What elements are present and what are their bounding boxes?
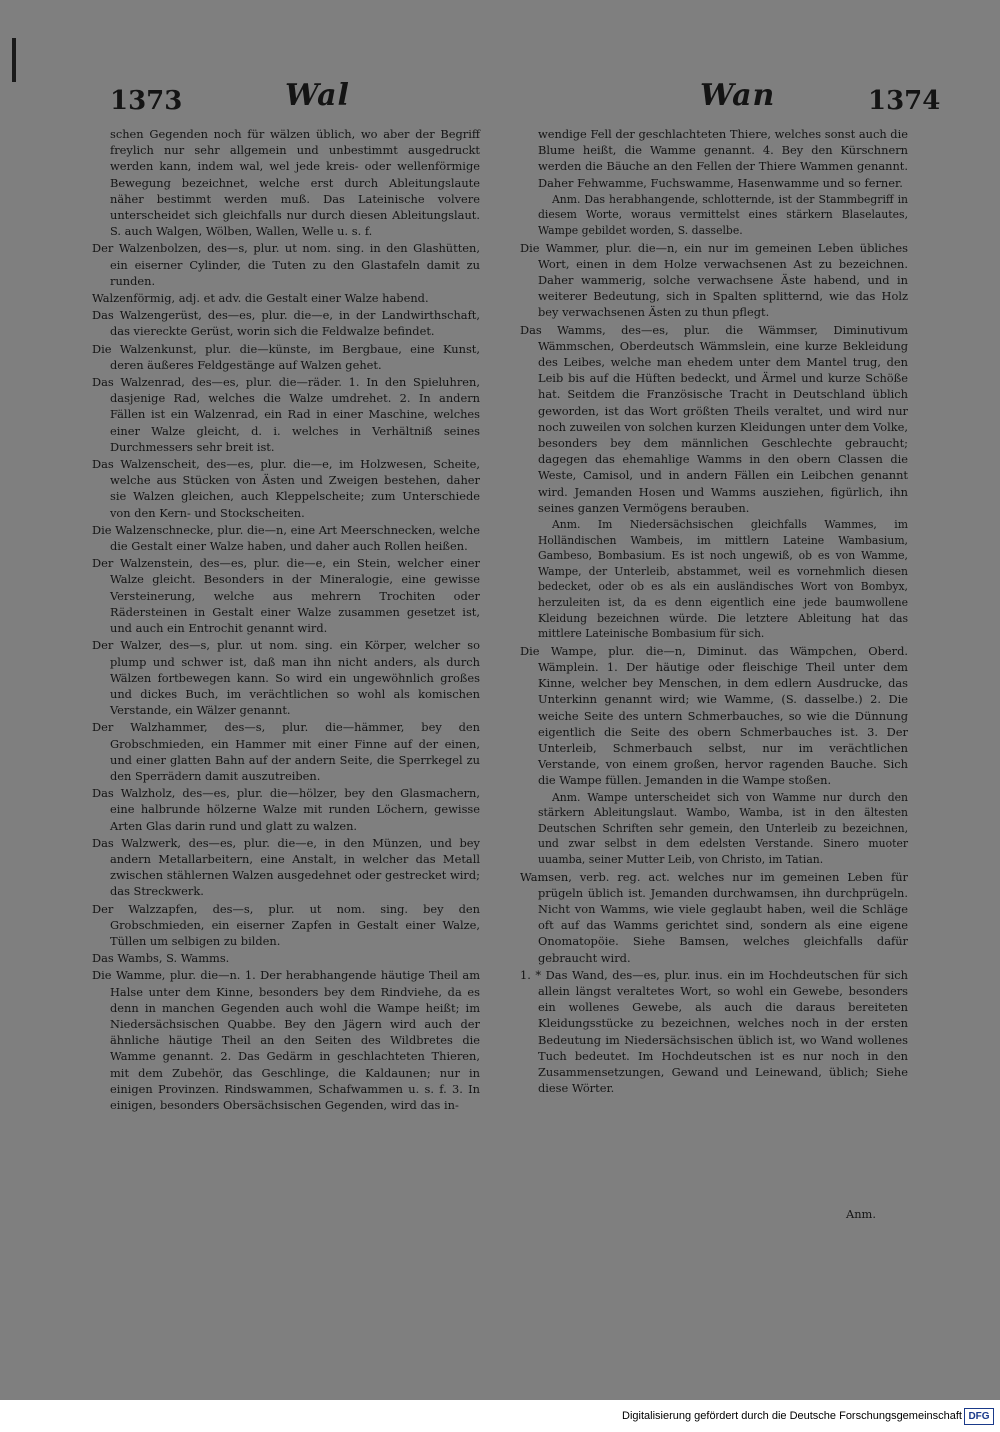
dictionary-entry: wendige Fell der geschlachteten Thiere, welches sonst auch die Blume heißt, die Wamme genannt. 4. Bey den Kürschnern werden die Bäuche an den Fellen der Thiere Wammen genannt. Daher Fehwamme, Fuchswamme, Hasenwamme und so ferner. <box>538 127 908 190</box>
dictionary-entry: Die Walzenkunst, plur. die—künste, im Bergbaue, eine Kunst, deren äußeres Feldgestänge auf Walzen gehet. <box>92 341 480 372</box>
dictionary-entry: Der Walzenstein, des—es, plur. die—e, ein Stein, welcher einer Walze gleicht. Besonders in der Mineralogie, eine gewisse Versteinerung, welche aus mehrern Trochiten oder Rädersteinen in Gestalt einer Walze zusammen gesetzet ist, und auch ein Entrochit genannt wird. <box>92 556 480 636</box>
right-column <box>520 126 908 1097</box>
dictionary-entry: Das Walzengerüst, des—es, plur. die—e, in der Landwirthschaft, das viereckte Gerüst, worin sich die Feldwalze befindet. <box>92 308 480 339</box>
dictionary-entry: Der Walzer, des—s, plur. ut nom. sing. ein Körper, welcher so plump und schwer ist, daß man ihn nicht anders, als durch Wälzen fortbewegen kann. So wird ein ungewöhnlich großes und dickes Buch, im verächtlichen so wohl als komischen Verstande, ein Wälzer genannt. <box>92 638 480 718</box>
annotation-note: Anm. Wampe unterscheidet sich von Wamme nur durch den stärkern Ableitungslaut. Wambo, Wamba, ist in den ältesten Deutschen Schriften sehr gemein, den Unterleib zu bezeichnen, und zwar selbst in dem edelsten Verstande. Sinero muoter uuamba, seiner Mutter Leib, von Christo, im Tatian. <box>538 790 908 866</box>
dictionary-entry: 1. * Das Wand, des—es, plur. inus. ein im Hochdeutschen für sich allein längst veraltetes Wort, so wohl ein Gewebe, besonders ein wollenes Gewebe, als auch die daraus bereiteten Kleidungsstücke zu bezeichnen, welches noch in der ersten Bedeutung im Niedersächsischen üblich ist, wo Wand wollenes Tuch bedeutet. Im Hochdeutschen ist es nur noch in den Zusammensetzungen, Gewand und Leinewand, üblich; Siehe diese Wörter. <box>520 967 908 1096</box>
running-head-left: Wal <box>285 78 350 113</box>
dictionary-entry: Die Wampe, plur. die—n, Diminut. das Wämpchen, Oberd. Wämplein. 1. Der häutige oder fleischige Theil unter dem Kinne, welcher bey Menschen, in dem edlern Ausdrucke, das Unterkinn genannt wird; wie Wamme, (S. dasselbe.) 2. Die weiche Seite des untern Schmerbauches, so wie die Dünnung eigentlich die Seite des obern Schmerbauches ist. 3. Der Unterleib, Schmerbauch selbst, nur im verächtlichen Verstande, von einem großen, hervor ragenden Bauche. Sich die Wampe füllen. Jemanden in die Wampe stoßen. <box>520 643 908 788</box>
annotation-note: Anm. Im Niedersächsischen gleichfalls Wammes, im Holländischen Wambeis, im mittlern Lateine Wambasium, Gambeso, Bombasium. Es ist noch ungewiß, ob es von Wamme, Wampe, der Unterleib, abstammet, weil es vornehmlich diesen bedecket, oder ob es als ein ausländisches Wort von Bombyx, herzuleiten ist, da es denn eigentlich eine jede baumwollene Kleidung bezeichnen würde. Die letztere Ableitung hat das mittlere Lateinische Bombasium für sich. <box>538 518 908 641</box>
dictionary-entry: Die Walzenschnecke, plur. die—n, eine Art Meerschnecken, welche die Gestalt einer Walze haben, und daher auch Rollen heißen. <box>92 522 480 554</box>
dictionary-entry: Wamsen, verb. reg. act. welches nur im gemeinen Leben für prügeln üblich ist. Jemanden durchwamsen, ihn durchprügeln. Nicht von Wamms, wie viele geglaubt haben, weil die Schläge oft auf das Wamms gerichtet sind, sondern als eine eigene Onomatopöie. Siehe Bamsen, welches gleichfalls dafür gebraucht wird. <box>520 869 908 965</box>
annotation-note: Anm. Das herabhangende, schlotternde, ist der Stammbegriff in diesem Worte, woraus vermittelst eines stärkern Blaselautes, Wampe gebildet worden, S. dasselbe. <box>538 192 908 237</box>
dictionary-entry: Der Walzzapfen, des—s, plur. ut nom. sing. bey den Grobschmieden, ein eiserner Zapfen in Gestalt einer Walze, Tüllen um selbigen zu bilden. <box>92 901 480 948</box>
binding-edge-mark <box>12 38 16 82</box>
dictionary-entry: Das Walzwerk, des—es, plur. die—e, in den Münzen, und bey andern Metallarbeitern, eine Anstalt, in welcher das Metall zwischen stählernen Walzen ausgedehnet oder gestrecket wird; das Streckwerk. <box>92 835 480 899</box>
dictionary-entry: Die Wamme, plur. die—n. 1. Der herabhangende häutige Theil am Halse unter dem Kinne, besonders bey dem Rindviehe, da es denn in manchen Gegenden auch wohl die Wampe heißt; im Niedersächsischen Quabbe. Bey den Jägern wird auch der ähnliche häutige Theil an den Seiten des Wildbretes die Wamme genannt. 2. Das Gedärm in geschlachteten Thieren, mit dem Zubehör, das Geschlinge, die Kaldaunen; nur in einigen Provinzen. Rindswammen, Schafwammen u. s. f. 3. In einigen, besonders Obersächsischen Gegenden, wird das in- <box>92 968 480 1112</box>
dictionary-entry: Das Wamms, des—es, plur. die Wämmser, Diminutivum Wämmschen, Oberdeutsch Wämmslein, eine kurze Bekleidung des Leibes, welche man ehedem unter dem Mantel trug, den Leib bis auf die Hüften bedeckt, und Ärmel und kurze Schöße hat. Seitdem die Französische Tracht in Deutschland üblich geworden, ist das Wort größten Theils veraltet, und wird nur noch zuweilen von solchen kurzen Kleidungen unter dem Volke, besonders bey dem männlichen Geschlechte gebraucht; dagegen das ehemahlige Wamms in den obern Classen die Weste, Camisol, und in andern Fällen ein Leibchen genannt wird. Jemanden Hosen und Wamms ausziehen, figürlich, ihn seines ganzen Vermögens berauben. <box>520 322 908 515</box>
page-number-left: 1373 <box>110 86 183 116</box>
page-number-right: 1374 <box>868 86 941 116</box>
running-head-right: Wan <box>700 78 776 113</box>
dictionary-entry: Das Walzholz, des—es, plur. die—hölzer, bey den Glasmachern, eine halbrunde hölzerne Walze mit runden Löchern, gewisse Arten Glas darin rund und glatt zu walzen. <box>92 786 480 833</box>
left-column <box>92 126 480 1114</box>
footer-bar <box>0 1400 1000 1432</box>
funding-note: Digitalisierung gefördert durch die Deutsche Forschungsgemeinschaft <box>622 1410 962 1422</box>
dictionary-entry: Das Walzenscheit, des—es, plur. die—e, im Holzwesen, Scheite, welche aus Stücken von Ästen und Zweigen bestehen, daher sie Walzen gleichen, auch Kleppelscheite; zum Unterschiede von den Kern- und Stockscheiten. <box>92 457 480 520</box>
dictionary-entry: Die Wammer, plur. die—n, ein nur im gemeinen Leben übliches Wort, einen in dem Holze verwachsenen Ast zu bezeichnen. Daher wammerig, solche verwachsene Äste habend, und in weiterer Bedeutung, sich in Spalten splitternd, wie das Holz bey verwachsenen Ästen zu thun pflegt. <box>520 240 908 320</box>
catchword: Anm. <box>846 1207 876 1221</box>
dfg-logo-icon: DFG <box>964 1408 994 1425</box>
dictionary-entry: schen Gegenden noch für wälzen üblich, wo aber der Begriff freylich nur sehr allgemein und unbestimmt ausgedruckt werden kann, indem wal, wel jede kreis- oder wellenförmige Bewegung bezeichnet, welche erst durch Ableitungslaute näher bestimmt werden muß. Das Lateinische volvere unterscheidet sich gleichfalls nur durch diesen Ableitungslaut. S. auch Walgen, Wölben, Wallen, Welle u. s. f. <box>110 127 480 239</box>
dictionary-entry: Walzenförmig, adj. et adv. die Gestalt einer Walze habend. <box>92 291 429 306</box>
dictionary-entry: Das Wambs, S. Wamms. <box>92 951 230 966</box>
dictionary-entry: Der Walzhammer, des—s, plur. die—hämmer, bey den Grobschmieden, ein Hammer mit einer Finne auf der einen, und einer glatten Bahn auf der andern Seite, die Sperrkegel zu den Sperrädern damit auszutreiben. <box>92 720 480 783</box>
dictionary-entry: Das Walzenrad, des—es, plur. die—räder. 1. In den Spieluhren, dasjenige Rad, welches die Walze umdrehet. 2. In andern Fällen ist ein Walzenrad, ein Rad in einer Maschine, welches einer Walze gleicht, d. i. welches in Verhältniß seines Durchmessers sehr breit ist. <box>92 375 480 454</box>
dictionary-entry: Der Walzenbolzen, des—s, plur. ut nom. sing. in den Glashütten, ein eiserner Cylinder, die Tuten zu den Glastafeln damit zu runden. <box>92 241 480 288</box>
